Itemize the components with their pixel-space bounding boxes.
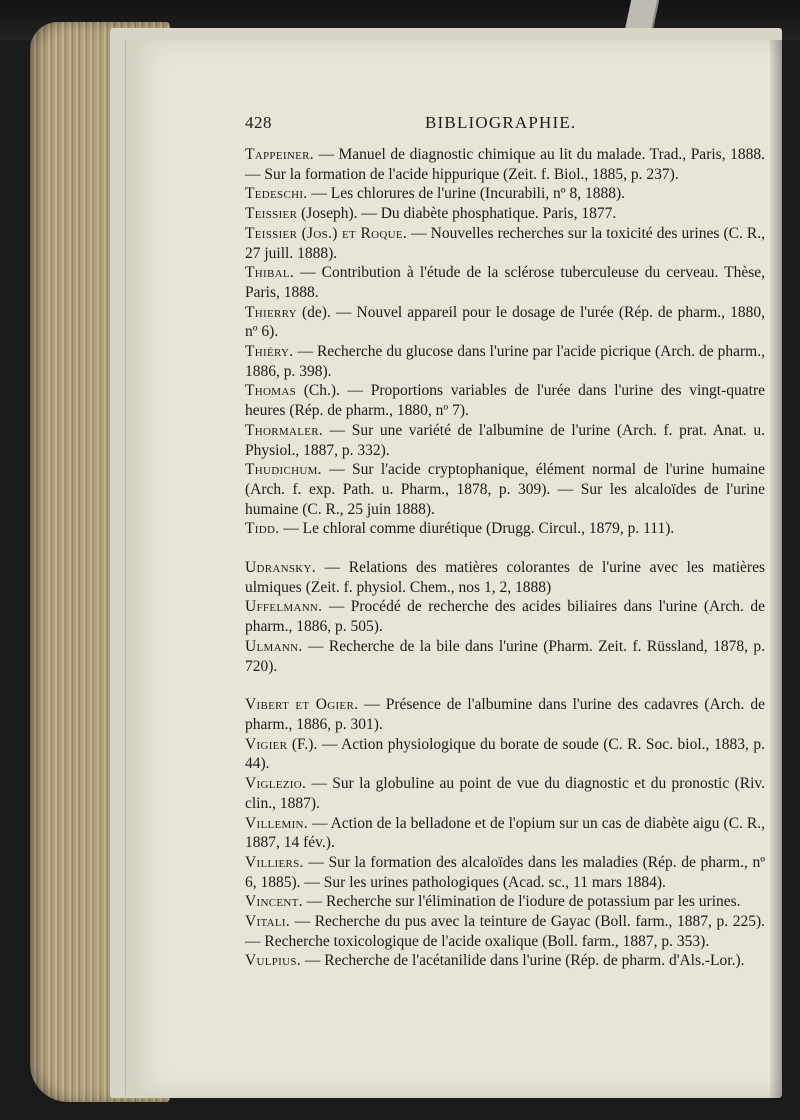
entry-text: (Ch.). — Proportions variables de l'urée dans l'urine des vingt-quatre heures (Rép. de pharm., 1880, nº 7). [245,382,765,420]
entry-author: Thomas [245,382,296,400]
entry-author: Thormaler. [245,421,324,439]
bibliography-entry [245,421,765,460]
entry-text: — Présence de l'albumine dans l'urine des cadavres (Arch. de pharm., 1886, p. 301). [245,696,766,733]
entry-text: — Procédé de recherche des acides biliaires dans l'urine (Arch. de pharm., 1886, p. 505). [245,598,765,636]
bibliography-entry [245,912,765,951]
entry-author: Vulpius. [245,952,301,970]
entry-text: — Sur la formation des alcaloïdes dans les maladies (Rép. de pharm., nº 6, 1885). — Sur les urines pathologiques (Acad. sc., 11 mars 1884). [245,853,765,891]
entry-text: — Le chloral comme diurétique (Drugg. Circul., 1879, p. 111). [279,520,675,538]
entry-text: — Relations des matières colorantes de l'urine avec les matières ulmiques (Zeit. f. physiol. Chem., nos 1, 2, 1888) [245,559,765,596]
entry-text: (F.). — Action physiologique du borate de soude (C. R. Soc. biol., 1883, p. 44). [245,735,765,773]
bibliography-entry [245,303,765,342]
entry-text: — Manuel de diagnostic chimique au lit du malade. Trad., Paris, 1888. — Sur la formation de l'acide hippurique (Zeit. f. Biol., 1885, p. 237). [245,146,765,183]
section-gap [245,539,765,558]
bibliography-entry [245,381,765,420]
entry-text: — Sur une variété de l'albumine de l'urine (Arch. f. prat. Anat. u. Physiol., 1887, p. 332). [245,421,765,459]
entry-text: — Contribution à l'étude de la sclérose tuberculeuse du cerveau. Thèse, Paris, 1888. [245,264,765,301]
entry-text: — Action de la belladone et de l'opium sur un cas de diabète aigu (C. R., 1887, 14 fév.). [245,814,765,852]
entry-text: — Recherche de l'acétanilide dans l'urine (Rép. de pharm. d'Als.-Lor.). [300,952,745,970]
bibliography-entry [245,637,765,676]
entry-author: Vitali. [245,913,290,931]
bibliography-entry [245,853,765,892]
bibliography-entry [245,460,765,519]
bibliography-entry [245,145,765,184]
entry-author: Villiers. [245,853,304,871]
entry-author: Ulmann. [245,637,303,655]
entry-author: Tedeschi. [245,185,308,203]
entry-author: Vincent. [245,893,303,911]
bibliography-entry [245,892,765,912]
bibliography-entry [245,951,765,971]
entry-text: (Joseph). — Du diabète phosphatique. Paris, 1877. [297,205,617,223]
bibliography-entry [245,774,765,813]
bibliography-entry [245,735,765,774]
bibliography-entry [245,263,765,302]
entry-author: Vigier [245,735,288,753]
entry-text: — Nouvelles recherches sur la toxicité des urines (C. R., 27 juill. 1888). [245,224,765,262]
entry-author: Teissier (Jos.) et Roque. [245,224,408,242]
page-header [245,113,765,143]
entry-author: Thierry [245,303,297,321]
entry-text: — Sur l'acide cryptophanique, élément normal de l'urine humaine (Arch. f. exp. Path. u. Pharm., 1878, p. 309). — Sur les alcaloïdes de l'urine humaine (C. R., 25 juin 1888). [245,461,765,518]
entry-author: Viglezio. [245,775,307,793]
bibliography-entry [245,342,765,381]
entry-text: — Recherche du pus avec la teinture de Gayac (Boll. farm., 1887, p. 225). — Recherche toxicologique de l'acide oxalique (Boll. farm., 1887, p. 353). [245,913,765,950]
running-title: BIBLIOGRAPHIE. [425,113,577,132]
page-number: 428 [245,113,272,132]
entry-author: Thibal. [245,264,295,282]
bibliography-entry [245,558,765,597]
entry-text: — Les chlorures de l'urine (Incurabili, nº 8, 1888). [307,185,626,203]
entry-text: — Recherche de la bile dans l'urine (Pharm. Zeit. f. Rüssland, 1878, p. 720). [245,637,765,675]
entry-text: (de). — Nouvel appareil pour le dosage de l'urée (Rép. de pharm., 1880, nº 6). [245,303,765,341]
bibliography-entry [245,519,765,539]
bibliography-entry [245,224,765,263]
entry-author: Villemin. [245,814,308,832]
section-gap [245,676,765,695]
bibliography-entry [245,204,765,224]
entry-text: — Recherche sur l'élimination de l'iodure de potassium par les urines. [302,893,741,911]
entry-author: Tappeiner. [245,146,314,163]
bibliography-entry [245,184,765,204]
bibliography-entry [245,695,765,734]
entry-text: — Sur la globuline au point de vue du diagnostic et du pronostic (Riv. clin., 1887). [245,775,765,812]
entry-author: Teissier [245,205,298,223]
bibliography-text [245,145,765,971]
entry-author: Thiéry. [245,343,294,361]
entry-author: Tidd. [245,520,280,538]
entry-author: Vibert et Ogier. [245,696,359,714]
entry-text: — Recherche du glucose dans l'urine par l'acide picrique (Arch. de pharm., 1886, p. 398). [245,343,765,380]
bibliography-entry [245,597,765,636]
bibliography-entry [245,814,765,853]
entry-author: Uffelmann. [245,598,323,616]
entry-author: Thudichum. [245,461,322,479]
page-edge-shadow [770,40,782,1100]
entry-author: Udransky. [245,559,316,577]
